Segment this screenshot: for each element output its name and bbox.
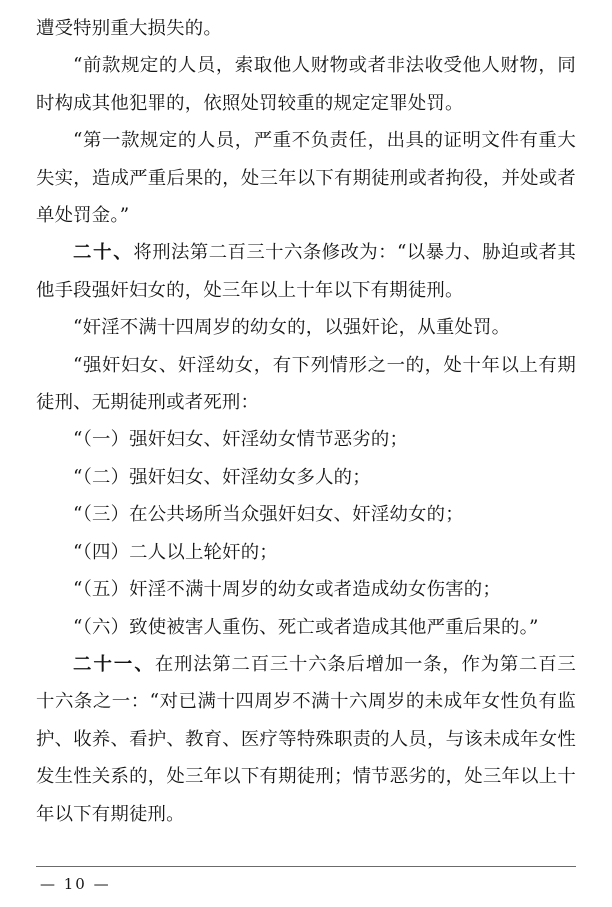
article-number: 二十、: [73, 242, 134, 264]
paragraph-text: “前款规定的人员，索取他人财物或者非法收受他人财物，同时构成其他犯罪的，依照处罚较重的规定定罪处罚。: [36, 55, 576, 114]
paragraph-text: “（三）在公共场所当众强奸妇女、奸淫幼女的；: [73, 504, 464, 526]
paragraph-article-21: [36, 646, 576, 833]
paragraph-text: 在刑法第二百三十六条后增加一条，作为第二百三十六条之一：“对已满十四周岁不满十六周岁的未成年女性负有监护、收养、看护、教育、医疗等特殊职责的人员，与该未成年女性发生性关系的，处三年以下有期徒刑；情节恶劣的，处三年以上十年以下有期徒刑。: [36, 653, 576, 825]
paragraph-article-20: [36, 234, 576, 309]
paragraph: [36, 309, 576, 346]
page-footer: [0, 866, 612, 893]
article-number: 二十一、: [73, 653, 155, 675]
paragraph-text: “第一款规定的人员，严重不负责任，出具的证明文件有重大失实，造成严重后果的，处三年以下有期徒刑或者拘役，并处或者单处罚金。”: [36, 130, 576, 227]
list-item: [36, 534, 576, 571]
list-item: [36, 459, 576, 496]
paragraph-text: “强奸妇女、奸淫幼女，有下列情形之一的，处十年以上有期徒刑、无期徒刑或者死刑：: [36, 354, 576, 414]
paragraph-text: 将刑法第二百三十六条修改为：“以暴力、胁迫或者其他手段强奸妇女的，处三年以上十年以下有期徒刑。: [36, 242, 576, 301]
paragraph-text: “（二）强奸妇女、奸淫幼女多人的；: [73, 466, 371, 488]
paragraph-text: “（六）致使被害人重伤、死亡或者造成其他严重后果的。”: [73, 616, 539, 638]
paragraph: [36, 47, 576, 122]
paragraph: [36, 122, 576, 234]
list-item: [36, 496, 576, 533]
list-item: [36, 421, 576, 458]
page-number: — 10 —: [40, 875, 111, 893]
paragraph-text: “（五）奸淫不满十周岁的幼女或者造成幼女伤害的；: [73, 579, 501, 601]
document-body: [36, 10, 576, 833]
paragraph-text: “（四）二人以上轮奸的；: [73, 541, 278, 563]
paragraph: [36, 10, 576, 47]
paragraph-text: “（一）强奸妇女、奸淫幼女情节恶劣的；: [73, 429, 409, 451]
list-item: [36, 609, 576, 646]
paragraph-text: 遭受特别重大损失的。: [36, 18, 222, 39]
paragraph-text: “奸淫不满十四周岁的幼女的，以强奸论，从重处罚。: [73, 317, 511, 339]
list-item: [36, 571, 576, 608]
footer-divider: [36, 866, 576, 867]
paragraph: [36, 347, 576, 422]
